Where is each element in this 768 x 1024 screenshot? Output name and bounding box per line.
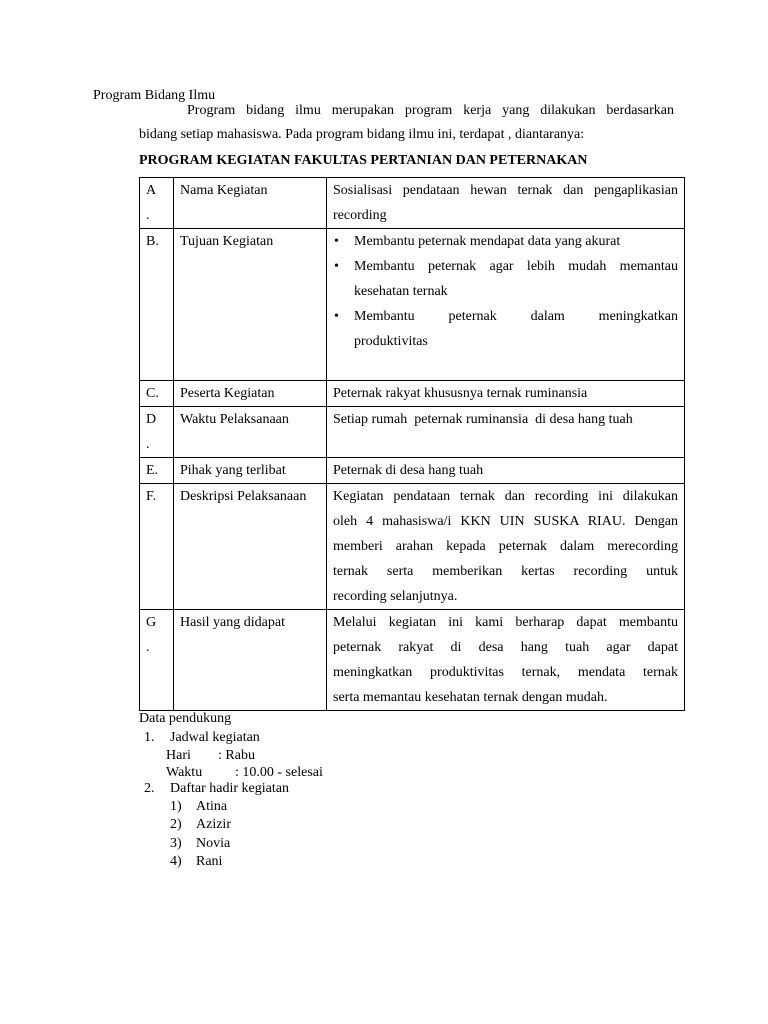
table-row	[140, 407, 685, 458]
bullet-text: Membantu peternak mendapat data yang akurat	[354, 234, 621, 249]
row-letter-dot: .	[146, 437, 150, 452]
table-row	[140, 178, 685, 229]
value-line: memberi arahan kepada peternak dalam merecording	[333, 539, 678, 554]
value-line: ternak serta memberikan kertas recording untuk	[333, 564, 678, 579]
row-letter: B.	[140, 229, 174, 381]
attendee-name: Atina	[196, 799, 228, 814]
row-letter-text: A	[146, 183, 157, 198]
attendee-item	[170, 798, 227, 816]
list-number: 1.	[144, 730, 155, 745]
list-number: 1)	[170, 799, 182, 814]
row-label: Tujuan Kegiatan	[174, 229, 327, 381]
bullet-text: produktivitas	[354, 334, 428, 349]
attendee-name: Azizir	[196, 817, 231, 832]
support-item-1	[144, 729, 260, 747]
waktu-label: Waktu	[166, 765, 203, 780]
attendee-name: Novia	[196, 836, 231, 851]
table-row	[140, 229, 685, 381]
list-number: 4)	[170, 854, 182, 869]
hari-label: Hari	[166, 748, 191, 763]
row-label: Pihak yang terlibat	[174, 458, 327, 484]
row-value	[327, 484, 685, 610]
bullet-icon: •	[334, 309, 339, 324]
row-label: Deskripsi Pelaksanaan	[174, 484, 327, 610]
intro-line-1: Program bidang ilmu merupakan program kerja yang dilakukan berdasarkan	[187, 103, 674, 118]
attendee-item	[170, 816, 231, 834]
value-line: peternak rakyat di desa hang tuah agar dapat	[333, 640, 678, 655]
row-label: Nama Kegiatan	[174, 178, 327, 229]
value-line: recording selanjutnya.	[333, 589, 458, 604]
list-number: 2)	[170, 817, 182, 832]
row-label: Waktu Pelaksanaan	[174, 407, 327, 458]
bullet-text: Membantu peternak dalam meningkatkan	[354, 309, 678, 324]
table-row	[140, 458, 685, 484]
table-row	[140, 381, 685, 407]
row-letter-text: D	[146, 412, 157, 427]
waktu-value: : 10.00 - selesai	[235, 765, 323, 780]
row-letter-text: G	[146, 615, 157, 630]
row-letter: E.	[140, 458, 174, 484]
row-value	[327, 229, 685, 381]
row-value: Peternak di desa hang tuah	[327, 458, 685, 484]
row-value: Peternak rakyat khususnya ternak ruminansia	[327, 381, 685, 407]
row-letter-dot: .	[146, 640, 150, 655]
table-row	[140, 610, 685, 711]
value-line: Melalui kegiatan ini kami berharap dapat membantu	[333, 615, 678, 630]
list-number: 2.	[144, 781, 155, 796]
attendee-item	[170, 835, 230, 853]
program-kegiatan-table	[139, 177, 685, 711]
row-value	[327, 178, 685, 229]
bullet-item	[333, 304, 678, 354]
hari-value: : Rabu	[218, 748, 255, 763]
row-letter-dot: .	[146, 208, 150, 223]
support-item-2	[144, 780, 289, 798]
row-letter	[140, 610, 174, 711]
value-line: meningkatkan produktivitas ternak, mendata ternak	[333, 665, 678, 680]
row-letter	[140, 407, 174, 458]
value-line: Sosialisasi pendataan hewan ternak dan pengaplikasian	[333, 183, 678, 198]
intro-line-2: bidang setiap mahasiswa. Pada program bidang ilmu ini, terdapat , diantaranya:	[139, 127, 585, 142]
row-label: Peserta Kegiatan	[174, 381, 327, 407]
row-label: Hasil yang didapat	[174, 610, 327, 711]
row-letter: F.	[140, 484, 174, 610]
bullet-icon: •	[334, 259, 339, 274]
row-letter	[140, 178, 174, 229]
list-label: Daftar hadir kegiatan	[170, 781, 289, 796]
bullet-text: Membantu peternak agar lebih mudah memantau	[354, 259, 678, 274]
row-value	[327, 610, 685, 711]
value-line: oleh 4 mahasiswa/i KKN UIN SUSKA RIAU. Dengan	[333, 514, 678, 529]
value-line: serta memantau kesehatan ternak dengan mudah.	[333, 690, 608, 705]
list-label: Jadwal kegiatan	[170, 730, 260, 745]
table-row	[140, 484, 685, 610]
table-title: PROGRAM KEGIATAN FAKULTAS PERTANIAN DAN PETERNAKAN	[139, 153, 588, 168]
value-line: Kegiatan pendataan ternak dan recording ini dilakukan	[333, 489, 678, 504]
bullet-item	[333, 229, 678, 254]
attendee-name: Rani	[196, 854, 223, 869]
bullet-item	[333, 254, 678, 304]
attendee-item	[170, 853, 222, 871]
bullet-text: kesehatan ternak	[354, 284, 448, 299]
row-letter: C.	[140, 381, 174, 407]
list-number: 3)	[170, 836, 182, 851]
support-title: Data pendukung	[139, 711, 232, 726]
section-title: Program Bidang Ilmu	[93, 88, 216, 103]
bullet-icon: •	[334, 234, 339, 249]
value-line: recording	[333, 208, 387, 223]
row-value: Setiap rumah peternak ruminansia di desa hang tuah	[327, 407, 685, 458]
